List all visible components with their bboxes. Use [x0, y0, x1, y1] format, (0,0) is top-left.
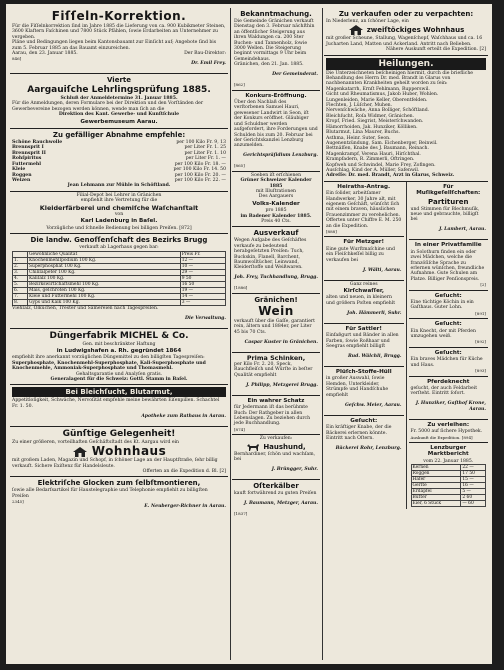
- ad-title: Gränichen!: [254, 295, 298, 304]
- item-name: Futtermehl: [12, 161, 41, 167]
- ad-org: Gewerbemuseum Aarau.: [80, 118, 158, 125]
- ad-title: Bekanntmachung.: [240, 10, 312, 18]
- ad-title: Plüſch-Stoffe-Hüll: [335, 369, 392, 376]
- row-item: Kernen: [411, 465, 461, 471]
- ad-signature: Jean Lehmann zur Mühle in Schöftland.: [67, 183, 171, 189]
- ad-title: Heiraths-Antrag.: [337, 183, 391, 190]
- ad-title: Zu verleihen:: [427, 421, 470, 428]
- ad-ham: [232, 353, 320, 396]
- house-icon: [348, 24, 364, 36]
- ad-plush: [324, 367, 404, 416]
- ad-body: Über den Nachlaß des verſtorbenen Samuel Hauri, gewesener Landwirt in Seon, iſt der Konkurs eröffnet. Gläubiger und Schuldner werden aufgefordert, ihre Forderungen und Schulden bis zum 20. Februar bei der Gerichtskanzlei Lenzburg anzumelden.: [234, 100, 318, 149]
- ad-office: Der Bau-Direktor:: [184, 51, 226, 57]
- ad-body: geſucht, der auch Feldarbeit verſteht. Eintritt ſofort.: [410, 385, 478, 397]
- house-icon: [72, 446, 88, 458]
- ad-ref: [891]: [475, 310, 486, 316]
- ad-big-word: Partituren: [428, 197, 469, 206]
- ad-body: per Kilo Fr. 2. 20, Speck, Rauchfleiſch und Würſte in beſter Qualität empfiehlt: [234, 362, 313, 378]
- ad-signature: Caspar Kuster in Gränichen.: [244, 339, 318, 345]
- table-row: [13, 299, 226, 305]
- ad-house-rent: [324, 8, 488, 56]
- list-item: Lungenleiden, Marie Keller, Oberentfelden.: [326, 97, 428, 103]
- ad-body: Ein kräftiger Knabe, der die Bäckerei erlernen könnte. Eintritt nach Oſtern.: [326, 425, 392, 441]
- ad-body: Für die Anmeldungen, deren Formulare bei der Direktion und den Vorſtänden der Gewerbevereine bezogen werden können, wende man ſich an die: [12, 101, 204, 112]
- row-price: 2 60: [461, 495, 486, 501]
- list-item: Gicht und Rheumatismus, Jakob Huber, Wohlen.: [326, 92, 439, 98]
- ad-saddlers: [324, 324, 404, 367]
- ad-body: ſowie alle Bedarfsartikel für Haustelegraphie und Telephonie empfiehlt zu billigſten Preiſen: [12, 488, 208, 499]
- row-price: 16 —: [461, 483, 486, 489]
- list-item: Hämorrhoiden, Jak. Hunziker, Kölliken.: [326, 124, 418, 130]
- ad-title: Düngerfabrik MICHEL & Co.: [49, 330, 189, 341]
- ad-title: Geſucht:: [434, 292, 462, 299]
- ad-title: Für Muſikgeſellſchaften:: [416, 183, 481, 197]
- ad-ref: [865]: [234, 163, 245, 169]
- row-item: Chiliſalpeter 100 Kg.: [27, 269, 180, 275]
- ad-signature: J. Lambert, Aarau.: [439, 227, 486, 233]
- ad-small-wanted: [409, 348, 489, 377]
- list-item: Krampfadern, R. Zimmerli, Oftringen.: [326, 157, 415, 163]
- row-item: Kleie und Futtermehl 100 Kg.: [27, 293, 180, 299]
- ad-title: Aargauiſche Lehrlingsprüfung 1885.: [27, 85, 211, 96]
- ad-apprentice-exam: [10, 74, 228, 129]
- list-item: Nervenſchwäche, Anna Bolliger, Schöftland.: [326, 108, 430, 114]
- item-price: per 100 Kilo Fr. 18. —: [174, 161, 226, 167]
- ad-body: mit großem Laden, Magazin und Schopf, in ſchöner Lage an der Hauptſtraße, ſehr billig verkauft. Sichere Exiſtenz für Handelsleute.: [12, 458, 218, 469]
- ad-fisseln-correction: [10, 8, 228, 74]
- item-name: Schöne Rauchwolle: [12, 140, 63, 146]
- ad-lead: Ganz reines: [349, 281, 378, 287]
- ad-signature: E. Neuberger-Richner in Aarau.: [144, 503, 226, 509]
- ad-title: Ein wahrer Schatz: [247, 397, 305, 404]
- ad-body: Für die Fiſſelnkorrektion ſind im Jahre 1885 die Lieferung von ca. 900 Kubikmeter Steinen, 3600 Klaftern Faſchinen und 7800 Stück Pfählen, ſowie Erdarbeiten an Unternehmer zu vergeben.: [12, 24, 226, 40]
- price-table: [12, 251, 226, 306]
- row-price: 17 50: [461, 471, 486, 477]
- item-name: Rohſpiritus: [12, 156, 42, 162]
- row-item: Kaliſalz 100 Kg.: [27, 275, 180, 281]
- list-item: Bleichſucht, Roſa Widmer, Gränichen.: [326, 113, 415, 119]
- list-item: Kopfweh und Schwindel, Marie Frey, Zofingen.: [326, 162, 436, 168]
- ad-body: Zu einer größeren, vorteilhaften Geſchäftsſtadt des Kt. Aargau wird ein: [12, 439, 180, 445]
- ad-title: Prima Schinken,: [246, 353, 306, 362]
- row-number: 3.: [13, 269, 28, 275]
- ad-title: Konkurs-Eröffnung.: [245, 92, 307, 99]
- row-price: 12 —: [180, 257, 225, 263]
- ad-dog: [232, 435, 320, 480]
- ad-body: mit großer Scheune, Stallung, Wagenſchopf, Waſchhaus und ca. 16 Jucharten Land, Matten und Ackerland. Antritt nach Belieben.: [326, 36, 483, 47]
- list-item: Kropf, Fried. Siegrist, Meisterſchwanden.: [326, 119, 424, 125]
- ad-wanted: [324, 416, 404, 458]
- ad-body: Filial-Depot bei Lehrer in Gränichen: [76, 192, 162, 198]
- ad-title: Ausverkauf: [253, 229, 299, 238]
- ad-body: Ein ſolider, arbeitſamer Handwerker, 30 Jahre alt, mit eigenem Geſchäft, wünſcht ſich mit einem braven, häuslichen Frauenzimmer zu verehelichen. Offerten unter Chiffre E. M. 250 an die Expedition.: [326, 191, 402, 229]
- ad-signature: Der Gemeinderat.: [272, 72, 318, 78]
- ad-line: Des Aargauers: [258, 194, 294, 200]
- ad-body: in großer Auswahl, ſowie Hemden, Unterkleider, Strümpfe und Handſchuhe empfiehlt: [326, 376, 389, 398]
- ad-ref: [862]: [234, 82, 245, 88]
- row-item: Roggen: [411, 471, 461, 477]
- item-price: per Liter Fr. 1. —: [185, 156, 226, 162]
- row-item: Superphosphat 100 Kg.: [27, 263, 180, 269]
- item-price: per 100 Kilo Fr. 14. 50: [173, 167, 226, 173]
- ad-body: und Stimmen für Blechmuſik, neue und gebrauchte, billigſt bei: [410, 206, 480, 223]
- ad-ref: 846]: [12, 56, 22, 62]
- ad-ref: [888]: [326, 229, 337, 234]
- row-price: 19 —: [180, 287, 225, 293]
- ad-title: Oſterkälber: [253, 482, 299, 491]
- ad-title: Bei Bleichſucht, Blutarmut,: [12, 387, 226, 397]
- ad-title: Zu verkaufen oder zu verpachten:: [338, 10, 474, 18]
- row-number: 5.: [13, 281, 28, 287]
- ad-date: vom 22. Januar 1885.: [423, 458, 474, 464]
- ad-pretitle: Vierte: [107, 76, 131, 85]
- ad-title: Die landw. Genoſſenſchaft des Bezirks Brugg: [30, 236, 208, 245]
- ad-date: Aarau, den 23. Januar 1885.: [12, 51, 78, 57]
- table-header-cell: Gewöhnliche Qualität: [27, 251, 180, 257]
- item-name: Roggen: [12, 172, 32, 178]
- ad-body: Die Gemeinde Gränichen verkauft Dienstag den 3. Februar nächſthin an öffentlicher Steigerung aus ihren Waldungen ca. 200 Ster Buchen- und Tannenholz, ſowie 3000 Wellen. Die Steigerung beginnt vormittags 9 Uhr beim Gemeindehaus.: [234, 19, 315, 62]
- ad-stable-hand: [409, 377, 489, 420]
- ad-body: Viehſalz, Ölkuchen, Trester und Sämereien nach Tagespreiſen.: [12, 305, 159, 311]
- ad-ref: [2]: [480, 282, 486, 288]
- ad-ref: Nähere Auskunft erteilt die Expedition. [2]: [386, 47, 486, 53]
- column-right: [324, 8, 488, 660]
- ad-big-word: Wein: [258, 303, 294, 318]
- row-number: 7.: [13, 293, 28, 299]
- ad-signature: J. Wälti, Aarau.: [363, 267, 402, 273]
- ad-line: pro 1885: [265, 208, 287, 214]
- ad-title: Pferdeknecht: [427, 378, 470, 385]
- ad-kirsch: [324, 281, 404, 324]
- ad-opportunity: [10, 427, 228, 478]
- ad-subtitle: verkauft ab Lagerhaus gegen bar:: [79, 245, 159, 251]
- ad-ref: [1837]: [234, 511, 248, 517]
- ad-ref: [892]: [475, 339, 486, 345]
- ad-michel-fertilizer: [10, 329, 228, 386]
- newspaper-page: [6, 4, 492, 664]
- row-price: 15 —: [461, 477, 486, 483]
- row-number: 1.: [13, 257, 28, 263]
- ad-easter-calves: [232, 480, 320, 518]
- ad-big-word: Wohnhaus: [91, 444, 167, 459]
- ad-signature: Joh. Hämmerli, Suhr.: [347, 310, 402, 316]
- ad-title: Geſucht:: [350, 417, 378, 424]
- ad-title: Geſucht:: [434, 349, 462, 356]
- ad-body: Fr. 5000 auf ſichere Hypothek.: [410, 429, 483, 435]
- item-name: Brennsprit II: [12, 150, 46, 156]
- ad-body: für Jedermann iſt das berühmte Buch: Der Rathgeber in allen Lebenslagen. Zu beziehen durch jede Buchhandlung.: [234, 405, 311, 427]
- ad-body: kauft fortwährend zu guten Preiſen: [234, 491, 317, 497]
- ad-signature: J. Philipp, Metzgerei Brugg.: [246, 382, 318, 388]
- list-item: Ausſchlag, Kind der A. Müller, Safenwil.: [326, 167, 420, 173]
- ad-address: Adreſſe: Dr. med. Brandt, Arzt in Glarus, Schweiz.: [326, 173, 455, 179]
- item-price: per 100 Kilo Fr. 20. —: [174, 172, 226, 178]
- ad-ref: [893]: [475, 368, 486, 374]
- ad-body: Einfaßgurt und Bänder in allen Farben, ſowie Roßhaar und Seegras empfiehlt billigſt: [326, 333, 399, 350]
- ad-place: in Ludwigshafen a. Rh. gegründet 1864: [56, 347, 182, 354]
- ad-body: Appetitloſigkeit, Schwäche, Nervoſität empfehle meine bewährten Eiſenpillen. Schachtel Fr. 1. 50.: [12, 398, 220, 409]
- market-table: [411, 464, 487, 507]
- ad-title: Für Sattler!: [345, 325, 382, 332]
- ad-ref: Offerten an die Expedition d. Bl. [2]: [142, 469, 226, 475]
- ad-body: empfiehlt ihre anerkannt vorzüglichen Düngemittel zu den billigſten Tagespreiſen:: [12, 355, 205, 361]
- item-price: per 100 Kilo Fr. 22. —: [174, 177, 226, 183]
- ad-title: Für Metzger!: [343, 239, 385, 246]
- ad-ref: [874]: [234, 426, 245, 432]
- list-item: Asthma, Heinr. Suter, Seon.: [326, 135, 391, 141]
- ad-firm: Karl Ladenburg in Baſel.: [80, 218, 158, 225]
- ad-body: Ein braves Mädchen für Küche und Haus.: [410, 357, 483, 368]
- ad-signature: Geſchw. Meier, Aarau.: [345, 402, 402, 408]
- row-number: 2.: [13, 263, 28, 269]
- row-number: 8.: [13, 299, 28, 305]
- list-item: Magenkatarrh, Ernſt Fehlmann, Rupperswil.: [326, 86, 430, 92]
- ad-date: Gränichen, den 21. Jan. 1885.: [234, 62, 304, 68]
- ad-ref: 2345]: [12, 499, 24, 505]
- ad-body: Eine gute Wurſtmaſchine und ein Fleiſchkeſſel billig zu verkaufen bei: [326, 246, 395, 263]
- ad-body: Pläne und Bedingungen liegen beim Kantonsbauamt zur Einſicht auf; Angebote ſind bis zum 5. Februar 1885 an das Bauamt einzureichen.: [12, 40, 217, 51]
- ad-title: Elektriſche Glocken zum ſelbſtmontieren,: [37, 479, 201, 488]
- row-item: Gerſte: [411, 483, 461, 489]
- list-item: Magenkrampf, Verena Hauri, Hirſchthal.: [326, 151, 421, 157]
- ad-title: Günſtige Gelegenheit!: [62, 428, 176, 439]
- item-price: per Liter Fr. 1. 10: [184, 150, 226, 156]
- row-price: 10 —: [180, 263, 225, 269]
- ad-signature: Die Verwaltung.: [184, 315, 226, 321]
- ad-big-word: zweiſtöckiges Wohnhaus: [366, 26, 465, 35]
- row-item: Hafer: [411, 477, 461, 483]
- ad-small-wanted: [409, 291, 489, 320]
- ad-intro: Die Unterzeichneten beſcheinigen hiermit, durch die briefliche Behandlung des Herrn Dr. med. Brandt in Glarus von nachbenannten Krankheiten geheilt worden zu ſein:: [326, 70, 474, 87]
- ad-signature: J. Baumann, Metzger, Aarau.: [244, 501, 318, 507]
- row-price: 22 —: [461, 465, 486, 471]
- list-item: Flechten, J. Lüſcher, Muhen.: [326, 103, 393, 109]
- ad-body: In Niederlenz, an ſchöner Lage, ein: [326, 19, 409, 24]
- row-price: 5 —: [461, 489, 486, 495]
- column-rule: [322, 8, 323, 660]
- ad-bankruptcy: [232, 91, 320, 172]
- ad-body: alten und neuen, in kleinern und größern Poſten empfiehlt: [326, 295, 396, 306]
- ad-title: In einer Privatfamilie: [414, 242, 482, 249]
- ad-title: Fiſſeln-Korrektion.: [51, 9, 187, 23]
- item-price: per Liter Fr. 1. 25: [184, 145, 226, 151]
- ad-title: Lenzburger Marktbericht: [427, 444, 469, 458]
- table-row: [411, 501, 486, 507]
- ad-body: Gehaltsgarantie und Analyſen gratis.: [75, 371, 163, 377]
- ad-body: Eine tüchtige Köchin in ein Gaſthaus. Guter Lohn.: [410, 300, 474, 311]
- ad-signature: Joh. Frey, Tuchhandlung, Brugg.: [234, 275, 318, 281]
- ad-electric-bells: [10, 477, 228, 515]
- ad-ref: [1886]: [234, 285, 248, 291]
- row-item: Butter: [411, 495, 461, 501]
- ad-subtitle: Schluß der Anmeldetermine 31. Januar 1885.: [60, 96, 178, 102]
- ad-products: Superphosphate, Knochenmehl-Superphosphate, Kali-Superphosphate und Knochenmehle, Ammoniak-Superphosphate und Thomasmehl.: [12, 360, 206, 372]
- ad-body: Direktion des Kant. Gewerbe- und Kunſtſchule: [58, 112, 180, 118]
- ad-title: Kleiderfärberei und chemiſche Waſchanſtalt: [39, 203, 199, 212]
- ad-wine: [232, 294, 320, 353]
- ad-agent: Generalagent für die Schweiz: Gottl. Stamm in Baſel.: [50, 377, 188, 382]
- ad-marriage: [324, 182, 404, 238]
- row-price: 9 50: [180, 275, 225, 281]
- healing-list: [326, 87, 486, 174]
- ad-cooperative-brugg: [10, 234, 228, 328]
- dog-icon: [246, 442, 260, 452]
- ad-body: Wegen Aufgabe des Geſchäftes verkaufe zu bedeutend herabgeſetzten Preiſen: Tuch, Buckskin, Flanell, Barchent, Baumwolltücher, Leinwand, Kleiderſtoffe und Weißwaren.: [234, 238, 307, 271]
- row-price: 3 —: [180, 299, 225, 305]
- item-name: Weizen: [12, 177, 31, 183]
- ad-title: Haushund,: [263, 442, 306, 451]
- ad-subtitle: Gen. mit beschränkter Haftung: [82, 341, 156, 347]
- row-price: 14 —: [180, 293, 225, 299]
- ad-signature: J. Brüngger, Suhr.: [271, 467, 318, 473]
- column-rule: [230, 8, 231, 660]
- ad-body: verkauft über die Gaſſe, garantiert rein, ältern und 1884er, per Liter 45 bis 70 Cts.: [234, 318, 315, 335]
- ad-butchers: [324, 237, 404, 280]
- ad-line: Soeben iſt erſchienen: [250, 172, 302, 178]
- item-name: Kleie: [12, 167, 26, 173]
- ad-signature: J. Hunziker, Gaſthof Krone, Aarau.: [415, 401, 486, 412]
- ad-healings: [324, 56, 488, 182]
- row-item: Mais, geſchroten 100 Kg.: [27, 287, 180, 293]
- ad-body: Vorzügliche und ſchnelle Bedienung bei billigen Preiſen. [872]: [46, 225, 192, 231]
- ad-signature: Bäckerei Rohr, Lenzburg.: [335, 445, 402, 451]
- ad-price: Preis 40 Cts.: [261, 218, 291, 224]
- list-item: Bettnäſſen, Knabe des J. Baumann, Reinach.: [326, 146, 429, 152]
- item-name: Brennsprit I: [12, 145, 44, 151]
- ad-clearance-sale: [232, 227, 320, 293]
- table-header-cell: Preis Fr.: [180, 251, 225, 257]
- ad-body: Bernhardiner, ſchön und wachſam, bei: [234, 451, 316, 463]
- ad-treasure: [232, 396, 320, 435]
- ad-calendar: [232, 172, 320, 228]
- ad-body: in Solothurn finden ein oder zwei Mädchen, welche die franzöſiſche Sprache zu erlernen wünſchen, freundliche Aufnahme. Gute Schulen am Platze. Billiger Penſionspreis.: [410, 249, 485, 282]
- list-item: Augenentzündung, Sam. Eichenberger, Beinwil.: [326, 140, 438, 146]
- ad-body: von: [114, 211, 124, 217]
- column-middle: [232, 8, 320, 660]
- price-list: [12, 140, 226, 183]
- ad-title: Heilungen.: [326, 58, 486, 70]
- ad-body: Ein Knecht, der mit Pferden umzugehen weiß.: [410, 328, 476, 340]
- ad-offer: [10, 129, 228, 192]
- row-price: 16 50: [180, 281, 225, 287]
- small-ads: [409, 291, 489, 377]
- row-item: Erdäpfel: [411, 489, 461, 495]
- item-price: per 100 Kilo Fr. 9, 13: [176, 140, 226, 146]
- ad-line: im Badener Kalender 1885.: [240, 213, 312, 219]
- ad-lead: Zu verkaufen:: [259, 436, 293, 442]
- row-number: 6.: [13, 287, 28, 293]
- ad-signature: Dr. Emil Frey.: [191, 61, 226, 67]
- ad-announcement: [232, 8, 320, 91]
- ad-ref: Auskunft die Expedition. [894]: [410, 434, 473, 440]
- ad-music-society: [409, 182, 489, 241]
- row-price: 29 —: [180, 269, 225, 275]
- ad-dye-works: [10, 192, 228, 234]
- ad-anemia: [10, 385, 228, 426]
- ad-signature: Apotheke zum Rathaus in Aarau.: [141, 413, 226, 419]
- row-item: Bezirkswirtſchaftsmehl 100 Kg.: [27, 281, 180, 287]
- ad-signature: Rud. Wälchli, Brugg.: [347, 354, 402, 360]
- row-item: Gyps und Kalk 100 Kg.: [27, 299, 180, 305]
- ad-line: mit Illuſtrationen: [255, 188, 297, 194]
- ad-title: Zu gefälliger Abnahme empfehle:: [52, 131, 186, 140]
- row-item: Eier, 6 Stück: [411, 501, 461, 507]
- ad-small-wanted: [409, 319, 489, 348]
- ad-title: Geſucht:: [434, 321, 462, 328]
- ad-body: empfiehlt ihre Vertretung für die: [80, 198, 158, 204]
- ad-line: Grüner Schweizer Kalender 1885: [240, 178, 312, 189]
- ad-private-family: [409, 240, 489, 290]
- ad-market-report: [409, 443, 489, 509]
- ad-title: Kirſchwaſſer,: [343, 288, 384, 295]
- ad-signature: Gerichtspräſidium Lenzburg.: [243, 153, 318, 159]
- row-number: 4.: [13, 275, 28, 281]
- column-left: [10, 8, 228, 660]
- row-item: Knochenmehlſpodium 100 Kg.: [27, 257, 180, 263]
- row-price: — 60: [461, 501, 486, 507]
- ad-line: Volks-Kalender: [252, 200, 300, 207]
- ad-loan: [409, 420, 489, 443]
- list-item: Blutarmut, Lina Maurer, Buchs.: [326, 130, 400, 136]
